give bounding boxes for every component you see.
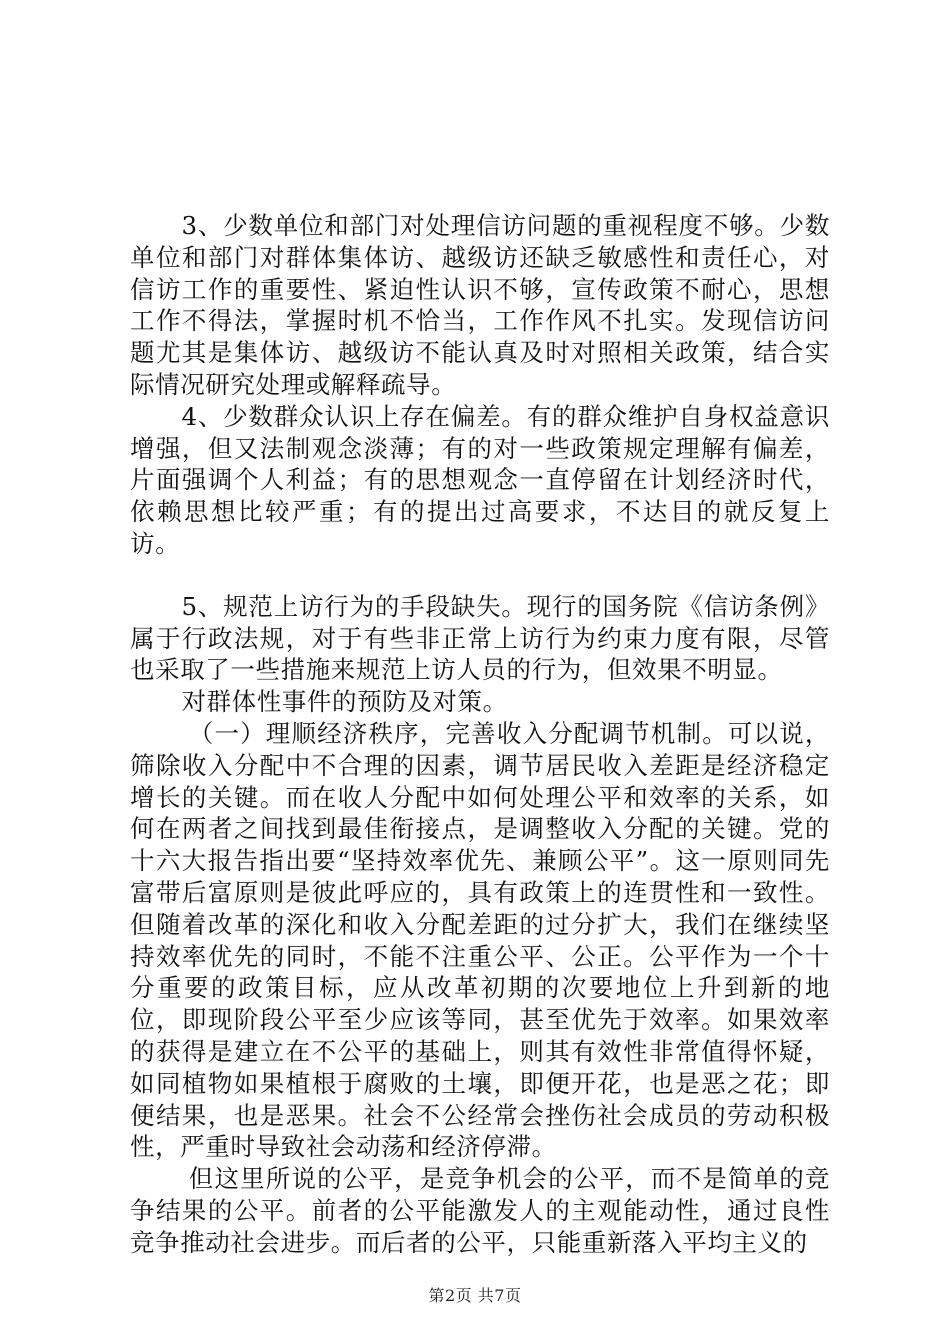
page-number-footer: 第2页 共7页	[428, 1286, 522, 1305]
paragraph-item-3: 3、少数单位和部门对处理信访问题的重视程度不够。少数单位和部门对群体集体访、越级访还缺乏敏感性和责任心，对信访工作的重要性、紧迫性认识不够，宣传政策不耐心，思想工作不得法，掌握时机不恰当，工作作风不扎实。发现信访问题尤其是集体访、越级访不能认真及时对照相关政策，结合实际情况研究处理或解释疏导。	[130, 211, 830, 399]
paragraph-item-4: 4、少数群众认识上存在偏差。有的群众维护自身权益意识增强，但又法制观念淡薄；有的对一些政策规定理解有偏差，片面强调个人利益；有的思想观念一直停留在计划经济时代，依赖思想比较严重；有的提出过高要求，不达目的就反复上访。	[130, 401, 830, 558]
paragraph-fairness: 但这里所说的公平，是竞争机会的公平，而不是简单的竞争结果的公平。前者的公平能激发人的主观能动性，通过良性竞争推动社会进步。而后者的公平，只能重新落入平均主义的	[130, 1164, 830, 1257]
document-body	[130, 210, 830, 1259]
paragraph-section-one: （一）理顺经济秩序，完善收入分配调节机制。可以说，筛除收入分配中不合理的因素，调节居民收入差距是经济稳定增长的关键。而在收人分配中如何处理公平和效率的关系，如何在两者之间找到最佳衔接点，是调整收入分配的关键。党的十六大报告指出要“坚持效率优先、兼顾公平”。这一原则同先富带后富原则是彼此呼应的，具有政策上的连贯性和一致性。但随着改革的深化和收入分配差距的过分扩大，我们在继续坚持效率优先的同时，不能不注重公平、公正。公平作为一个十分重要的政策目标，应从改革初期的次要地位上升到新的地位，即现阶段公平至少应该等同，甚至优先于效率。如果效率的获得是建立在不公平的基础上，则其有效性非常值得怀疑，如同植物如果植根于腐败的土壤，即便开花，也是恶之花；即便结果，也是恶果。社会不公经常会挫伤社会成员的劳动积极性，严重时导致社会动荡和经济停滞。	[130, 718, 830, 1162]
paragraph-item-5: 5、规范上访行为的手段缺失。现行的国务院《信访条例》属于行政法规，对于有些非正常上访行为约束力度有限，尽管也采取了一些措施来规范上访人员的行为，但效果不明显。	[130, 591, 830, 685]
section-heading-countermeasures: 对群体性事件的预防及对策。	[181, 687, 508, 717]
